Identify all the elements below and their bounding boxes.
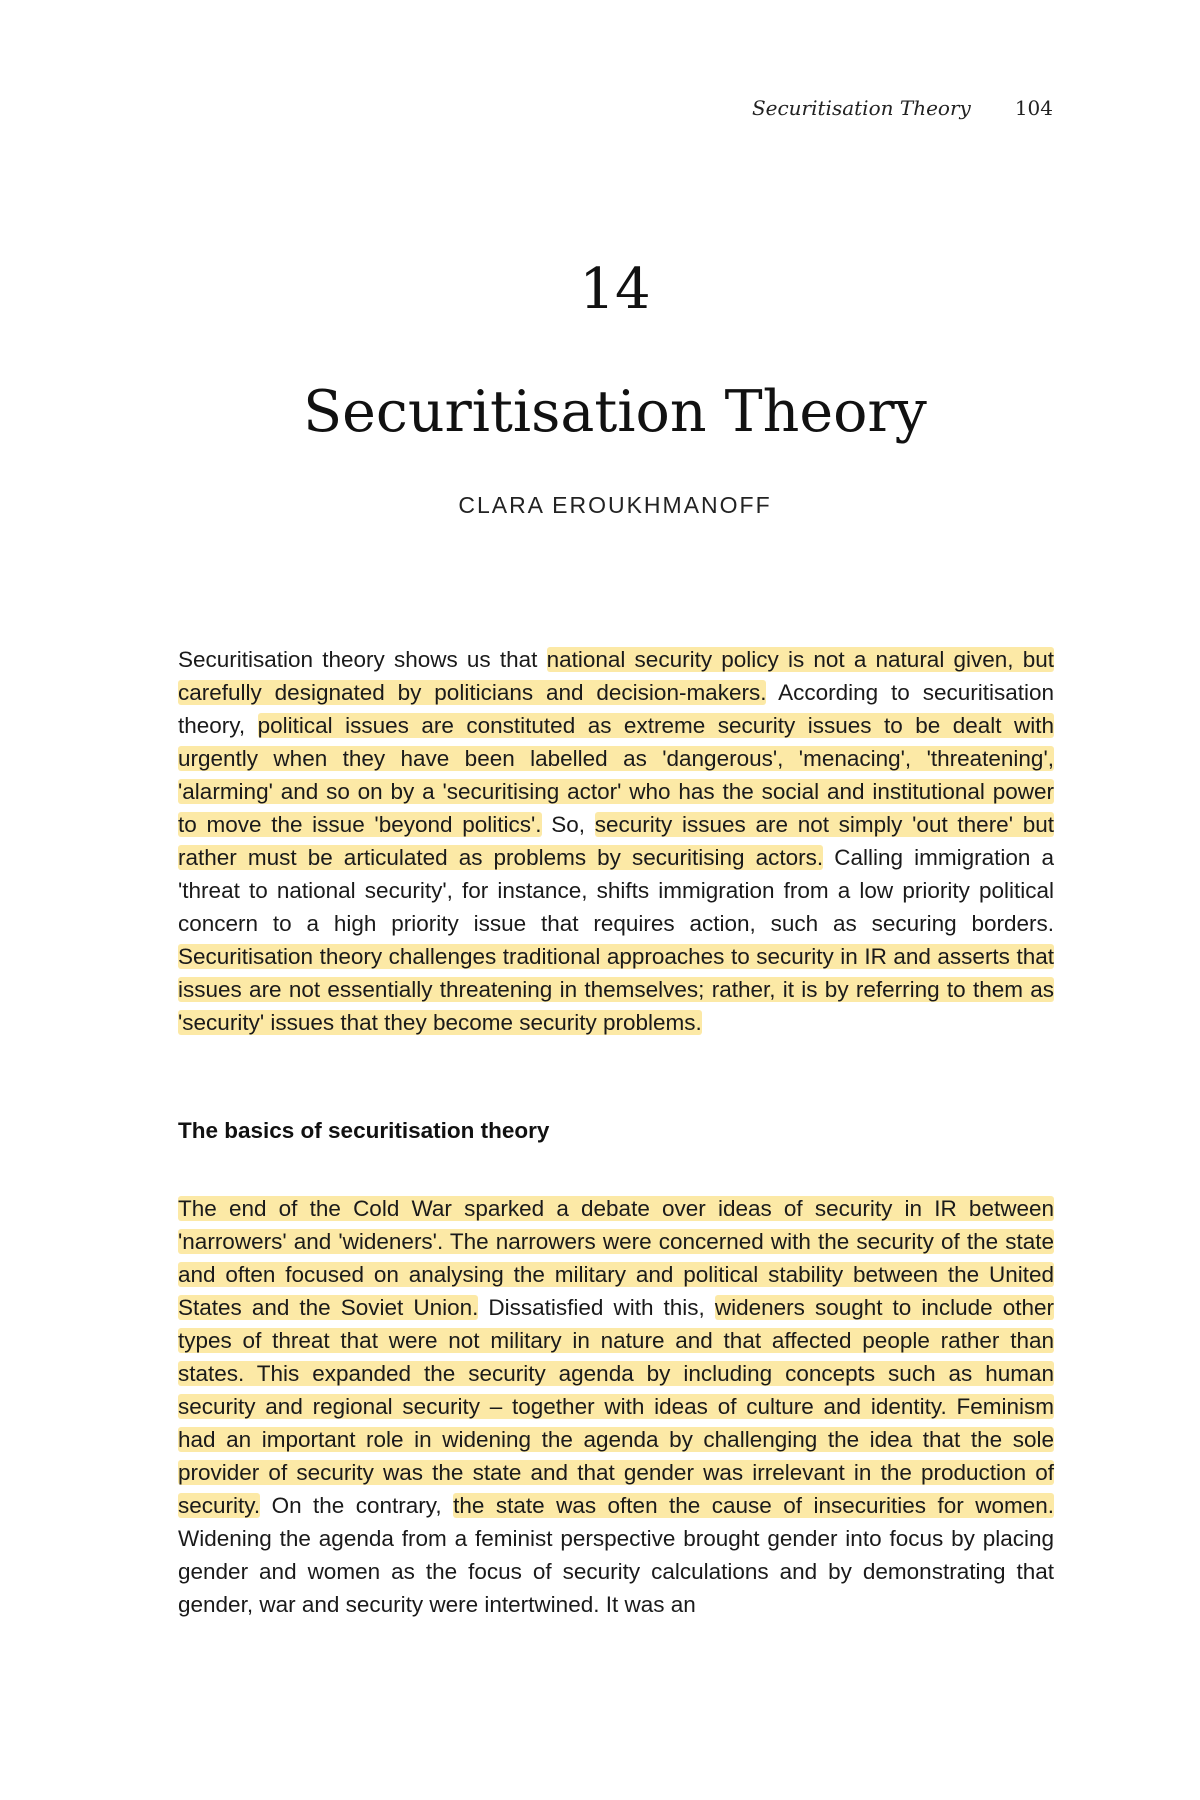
highlighted-text[interactable]: security issues are not simply 'out there' but rather must be articulated as problems by securitising actors. — [178, 812, 1054, 870]
highlighted-text[interactable]: the state was often the cause of insecurities for women. — [453, 1493, 1054, 1518]
chapter-number: 14 — [579, 257, 651, 322]
text-segment: Widening the agenda from a feminist perspective brought gender into focus by placing gender and women as the focus of security calculations and by demonstrating that gender, war and security were intertwined. It was an — [178, 1526, 1054, 1617]
text-segment: So, — [541, 812, 595, 837]
page-number: 104 — [1014, 96, 1053, 120]
text-segment: On the contrary, — [260, 1493, 454, 1518]
text-segment: Dissatisfied with this, — [478, 1295, 715, 1320]
body-paragraph — [178, 1192, 1054, 1621]
running-head-title: Securitisation Theory — [751, 96, 971, 120]
highlighted-text[interactable]: national security policy is not a natural given, but carefully designated by politicians and decision-makers. — [178, 647, 1054, 705]
highlighted-text[interactable]: political issues are constituted as extreme security issues to be dealt with urgently when they have been labelled as 'dangerous', 'menacing', 'threatening', 'alarming' and so on by a 'securitising actor' who has the social and institutional power to move the issue 'beyond politics'. — [178, 713, 1054, 837]
running-head — [752, 96, 1053, 120]
text-segment: According to securitisation theory, — [178, 680, 1055, 738]
chapter-author: CLARA EROUKHMANOFF — [458, 492, 772, 518]
intro-paragraph — [178, 643, 1054, 1039]
chapter-title: Securitisation Theory — [303, 379, 927, 445]
text-segment: Calling immigration a 'threat to national security', for instance, shifts immigration from a low priority political concern to a high priority issue that requires action, such as securing borders. — [178, 845, 1054, 936]
text-segment: Securitisation theory shows us that — [178, 647, 547, 672]
highlighted-text[interactable]: The end of the Cold War sparked a debate over ideas of security in IR between 'narrowers' and 'wideners'. The narrowers were concerned with the security of the state and often focused on analysing the military and political stability between the United States and the Soviet Union. — [178, 1196, 1054, 1320]
highlighted-text[interactable]: wideners sought to include other types of threat that were not military in nature and that affected people rather than states. This expanded the security agenda by including concepts such as human security and regional security – together with ideas of culture and identity. Feminism had an important role in widening the agenda by challenging the idea that the sole provider of security was the state and that gender was irrelevant in the production of security. — [178, 1295, 1054, 1518]
highlighted-text[interactable]: Securitisation theory challenges traditional approaches to security in IR and asserts that issues are not essentially threatening in themselves; rather, it is by referring to them as 'security' issues that they become security problems. — [178, 944, 1054, 1035]
section-heading: The basics of securitisation theory — [178, 1118, 550, 1143]
